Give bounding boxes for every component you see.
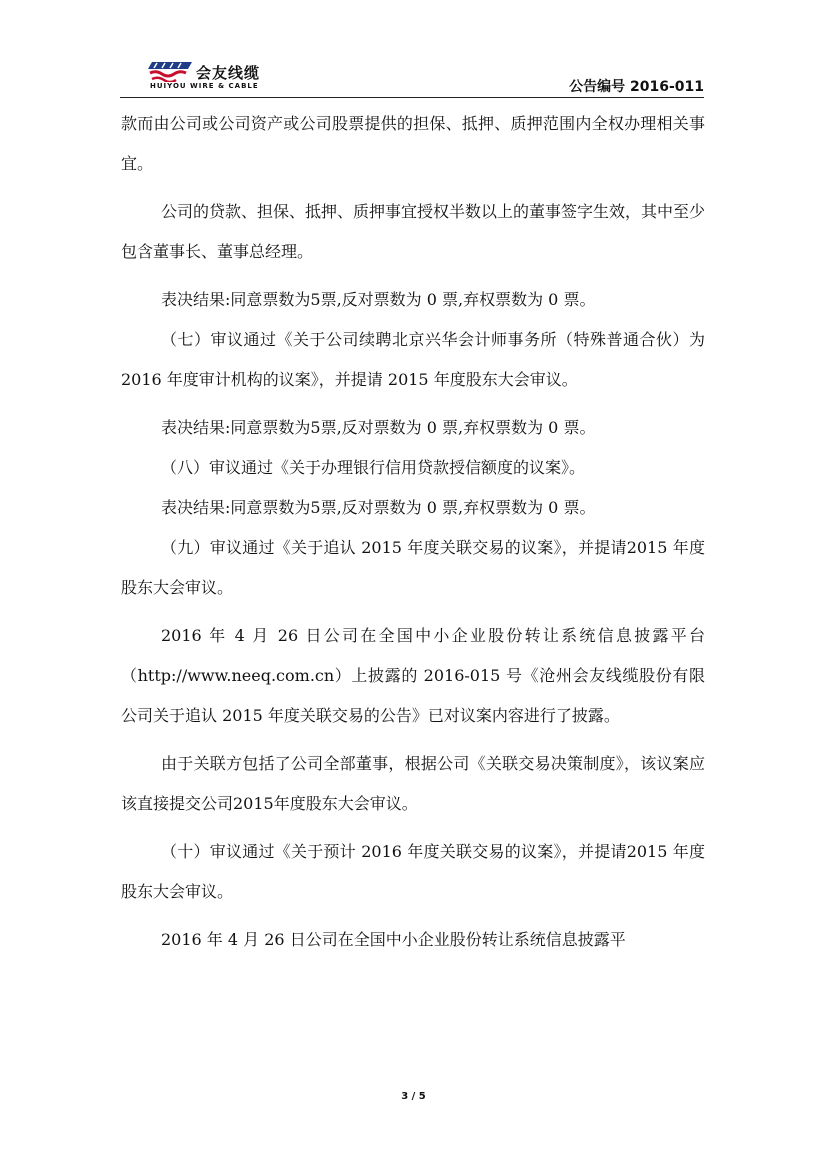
paragraph: 款而由公司或公司资产或公司股票提供的担保、抵押、质押范围内全权办理相关事宜。 bbox=[121, 114, 705, 173]
logo-english-text: HUIYOU WIRE & CABLE bbox=[150, 82, 259, 90]
document-body bbox=[121, 104, 711, 960]
resolution-item: （九）审议通过《关于追认 2015 年度关联交易的议案》，并提请2015 年度股东大会审议。 bbox=[121, 538, 705, 597]
page-header bbox=[120, 56, 704, 98]
header-divider bbox=[120, 97, 704, 98]
vote-result: 表决结果:同意票数为5票,反对票数为 0 票,弃权票数为 0 票。 bbox=[161, 290, 596, 309]
logo-chinese-text: 会友线缆 bbox=[196, 64, 261, 82]
vote-result: 表决结果:同意票数为5票,反对票数为 0 票,弃权票数为 0 票。 bbox=[161, 418, 596, 437]
paragraph: 2016 年 4 月 26 日公司在全国中小企业股份转让系统信息披露平 bbox=[161, 930, 626, 949]
paragraph: 2016 年 4 月 26 日公司在全国中小企业股份转让系统信息披露平台（http://www.neeq.com.cn）上披露的 2016-015 号《沧州会友线缆股份有限公司关于追认 2015 年度关联交易的公告》已对议案内容进行了披露。 bbox=[121, 626, 705, 725]
company-logo-icon bbox=[148, 60, 194, 82]
announcement-number: 公告编号 2016-011 bbox=[569, 79, 704, 95]
paragraph: 公司的贷款、担保、抵押、质押事宜授权半数以上的董事签字生效，其中至少包含董事长、董事总经理。 bbox=[121, 202, 706, 261]
resolution-item: （八）审议通过《关于办理银行信用贷款授信额度的议案》。 bbox=[161, 458, 586, 477]
vote-result: 表决结果:同意票数为5票,反对票数为 0 票,弃权票数为 0 票。 bbox=[161, 498, 596, 517]
resolution-item: （七）审议通过《关于公司续聘北京兴华会计师事务所（特殊普通合伙）为 2016 年度审计机构的议案》，并提请 2015 年度股东大会审议。 bbox=[121, 330, 711, 389]
page-number: 3 / 5 bbox=[401, 1091, 426, 1102]
resolution-item: （十）审议通过《关于预计 2016 年度关联交易的议案》，并提请2015 年度股东大会审议。 bbox=[121, 842, 705, 901]
paragraph: 由于关联方包括了公司全部董事，根据公司《关联交易决策制度》，该议案应该直接提交公司2015年度股东大会审议。 bbox=[121, 754, 705, 813]
